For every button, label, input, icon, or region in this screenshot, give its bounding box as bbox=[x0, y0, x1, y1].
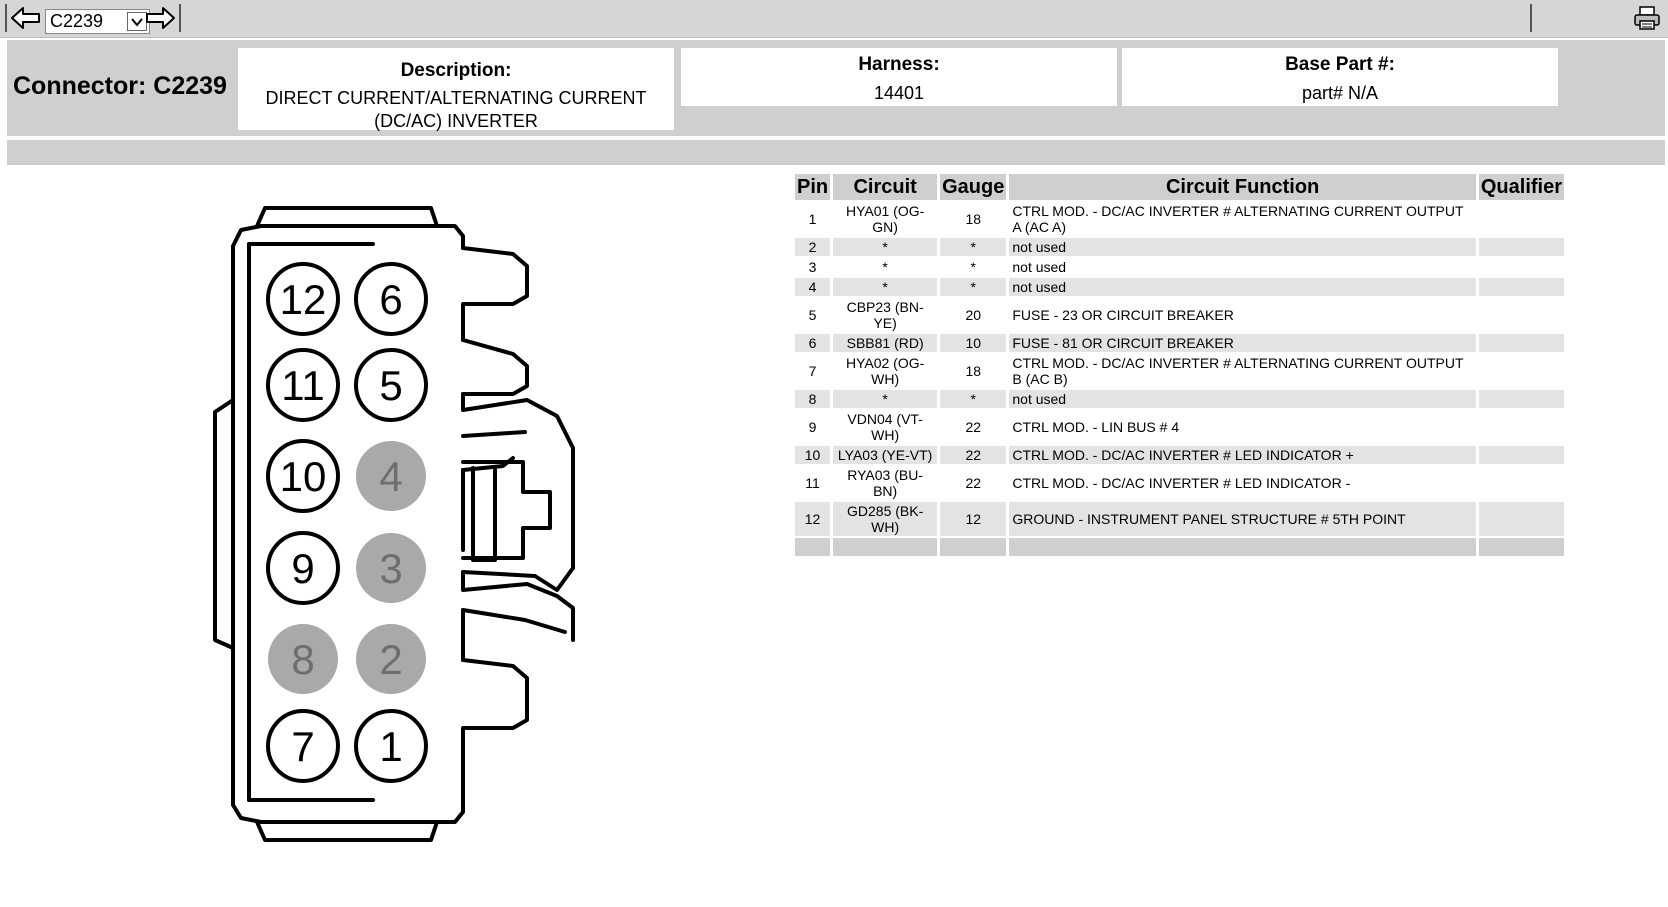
forward-button[interactable] bbox=[143, 4, 177, 32]
table-cell-circuit: * bbox=[833, 278, 937, 296]
table-cell-gauge: 12 bbox=[940, 502, 1006, 536]
pin-label: 6 bbox=[379, 276, 403, 323]
table-footer-cell bbox=[795, 538, 830, 556]
table-cell-qualifier bbox=[1479, 202, 1564, 236]
table-cell-qualifier bbox=[1479, 390, 1564, 408]
table-row bbox=[795, 298, 1564, 332]
table-cell-qualifier bbox=[1479, 466, 1564, 500]
table-cell-circuit: LYA03 (YE-VT) bbox=[833, 446, 937, 464]
pin-label: 8 bbox=[291, 636, 315, 683]
table-cell-function: FUSE - 81 OR CIRCUIT BREAKER bbox=[1009, 334, 1475, 352]
table-cell-circuit: HYA02 (OG-WH) bbox=[833, 354, 937, 388]
table-cell-qualifier bbox=[1479, 238, 1564, 256]
pin-label: 9 bbox=[291, 545, 315, 592]
pin-label: 11 bbox=[281, 362, 325, 409]
back-button[interactable] bbox=[9, 4, 43, 32]
table-cell-circuit: * bbox=[833, 390, 937, 408]
table-row bbox=[795, 466, 1564, 500]
column-header-circuit-function: Circuit Function bbox=[1009, 174, 1475, 200]
table-cell-gauge: 22 bbox=[940, 410, 1006, 444]
table-footer-cell bbox=[940, 538, 1006, 556]
table-cell-pin: 10 bbox=[795, 446, 830, 464]
table-footer-cell bbox=[833, 538, 937, 556]
description-value: DIRECT CURRENT/ALTERNATING CURRENT (DC/AC) INVERTER bbox=[265, 88, 647, 131]
table-cell-circuit: CBP23 (BN-YE) bbox=[833, 298, 937, 332]
table-footer-cell bbox=[1479, 538, 1564, 556]
pin-label: 7 bbox=[291, 723, 315, 770]
table-cell-pin: 2 bbox=[795, 238, 830, 256]
table-footer-cell bbox=[1009, 538, 1475, 556]
base-part-value: part# N/A bbox=[1301, 83, 1379, 103]
table-cell-qualifier bbox=[1479, 502, 1564, 536]
table-cell-gauge: 18 bbox=[940, 202, 1006, 236]
table-cell-function: not used bbox=[1009, 278, 1475, 296]
table-cell-function: CTRL MOD. - DC/AC INVERTER # LED INDICATOR + bbox=[1009, 446, 1475, 464]
table-cell-pin: 1 bbox=[795, 202, 830, 236]
table-cell-gauge: 22 bbox=[940, 446, 1006, 464]
forward-arrow-icon bbox=[143, 4, 177, 32]
table-cell-gauge: * bbox=[940, 278, 1006, 296]
table-row bbox=[795, 410, 1564, 444]
table-cell-qualifier bbox=[1479, 334, 1564, 352]
table-cell-qualifier bbox=[1479, 258, 1564, 276]
table-cell-pin: 6 bbox=[795, 334, 830, 352]
table-cell-function: not used bbox=[1009, 258, 1475, 276]
harness-label: Harness: bbox=[858, 54, 940, 75]
table-cell-circuit: VDN04 (VT-WH) bbox=[833, 410, 937, 444]
connector-select[interactable] bbox=[45, 9, 150, 34]
pin-group bbox=[268, 264, 426, 781]
table-cell-qualifier bbox=[1479, 410, 1564, 444]
pin-table bbox=[792, 172, 1567, 558]
pin-label: 12 bbox=[279, 276, 327, 323]
back-arrow-icon bbox=[9, 4, 43, 32]
table-row bbox=[795, 354, 1564, 388]
table-cell-qualifier bbox=[1479, 446, 1564, 464]
toolbar bbox=[0, 0, 1668, 38]
table-cell-pin: 3 bbox=[795, 258, 830, 276]
table-cell-pin: 7 bbox=[795, 354, 830, 388]
printer-icon bbox=[1632, 4, 1662, 32]
table-cell-gauge: 22 bbox=[940, 466, 1006, 500]
table-cell-pin: 4 bbox=[795, 278, 830, 296]
table-cell-qualifier bbox=[1479, 354, 1564, 388]
print-button[interactable] bbox=[1632, 4, 1662, 32]
column-header-gauge: Gauge bbox=[940, 174, 1006, 200]
pin-label: 5 bbox=[379, 362, 403, 409]
table-cell-pin: 12 bbox=[795, 502, 830, 536]
table-cell-function: GROUND - INSTRUMENT PANEL STRUCTURE # 5TH POINT bbox=[1009, 502, 1475, 536]
base-part-label: Base Part #: bbox=[1285, 54, 1395, 75]
table-cell-qualifier bbox=[1479, 278, 1564, 296]
table-cell-gauge: * bbox=[940, 258, 1006, 276]
table-cell-circuit: * bbox=[833, 258, 937, 276]
table-cell-pin: 9 bbox=[795, 410, 830, 444]
table-cell-function: FUSE - 23 OR CIRCUIT BREAKER bbox=[1009, 298, 1475, 332]
base-part-box bbox=[1122, 48, 1558, 106]
table-cell-function: not used bbox=[1009, 238, 1475, 256]
description-box bbox=[238, 48, 674, 130]
table-cell-gauge: * bbox=[940, 238, 1006, 256]
table-row bbox=[795, 238, 1564, 256]
pin-label: 4 bbox=[379, 453, 403, 500]
table-footer-row bbox=[795, 538, 1564, 556]
table-cell-circuit: GD285 (BK-WH) bbox=[833, 502, 937, 536]
table-row bbox=[795, 202, 1564, 236]
table-cell-circuit: RYA03 (BU-BN) bbox=[833, 466, 937, 500]
toolbar-separator-left bbox=[5, 4, 7, 32]
harness-value: 14401 bbox=[873, 83, 925, 103]
harness-box bbox=[681, 48, 1117, 106]
table-header-row bbox=[795, 174, 1564, 200]
connector-face-diagram bbox=[205, 200, 585, 855]
pin-label: 10 bbox=[279, 453, 327, 500]
table-row bbox=[795, 446, 1564, 464]
pin-label: 2 bbox=[379, 636, 403, 683]
connector-title: Connector: C2239 bbox=[13, 72, 227, 100]
table-cell-gauge: * bbox=[940, 390, 1006, 408]
connector-select-value: C2239 bbox=[50, 11, 104, 31]
table-cell-qualifier bbox=[1479, 298, 1564, 332]
table-row bbox=[795, 334, 1564, 352]
toolbar-separator-right bbox=[1530, 4, 1532, 32]
table-row bbox=[795, 278, 1564, 296]
header-divider-band bbox=[7, 140, 1665, 165]
table-cell-circuit: * bbox=[833, 238, 937, 256]
table-cell-gauge: 18 bbox=[940, 354, 1006, 388]
table-cell-function: CTRL MOD. - DC/AC INVERTER # ALTERNATING CURRENT OUTPUT B (AC B) bbox=[1009, 354, 1475, 388]
table-cell-function: not used bbox=[1009, 390, 1475, 408]
table-row bbox=[795, 502, 1564, 536]
column-header-qualifier: Qualifier bbox=[1479, 174, 1564, 200]
table-cell-gauge: 10 bbox=[940, 334, 1006, 352]
table-cell-function: CTRL MOD. - DC/AC INVERTER # LED INDICATOR - bbox=[1009, 466, 1475, 500]
table-cell-function: CTRL MOD. - DC/AC INVERTER # ALTERNATING CURRENT OUTPUT A (AC A) bbox=[1009, 202, 1475, 236]
table-cell-circuit: HYA01 (OG-GN) bbox=[833, 202, 937, 236]
description-label: Description: bbox=[400, 60, 512, 81]
column-header-circuit: Circuit bbox=[833, 174, 937, 200]
pin-label: 3 bbox=[379, 545, 403, 592]
table-cell-circuit: SBB81 (RD) bbox=[833, 334, 937, 352]
table-cell-pin: 5 bbox=[795, 298, 830, 332]
table-cell-gauge: 20 bbox=[940, 298, 1006, 332]
table-cell-pin: 11 bbox=[795, 466, 830, 500]
table-cell-function: CTRL MOD. - LIN BUS # 4 bbox=[1009, 410, 1475, 444]
pin-label: 1 bbox=[379, 723, 403, 770]
column-header-pin: Pin bbox=[795, 174, 830, 200]
table-row bbox=[795, 390, 1564, 408]
toolbar-separator-mid bbox=[179, 4, 181, 32]
table-row bbox=[795, 258, 1564, 276]
table-cell-pin: 8 bbox=[795, 390, 830, 408]
